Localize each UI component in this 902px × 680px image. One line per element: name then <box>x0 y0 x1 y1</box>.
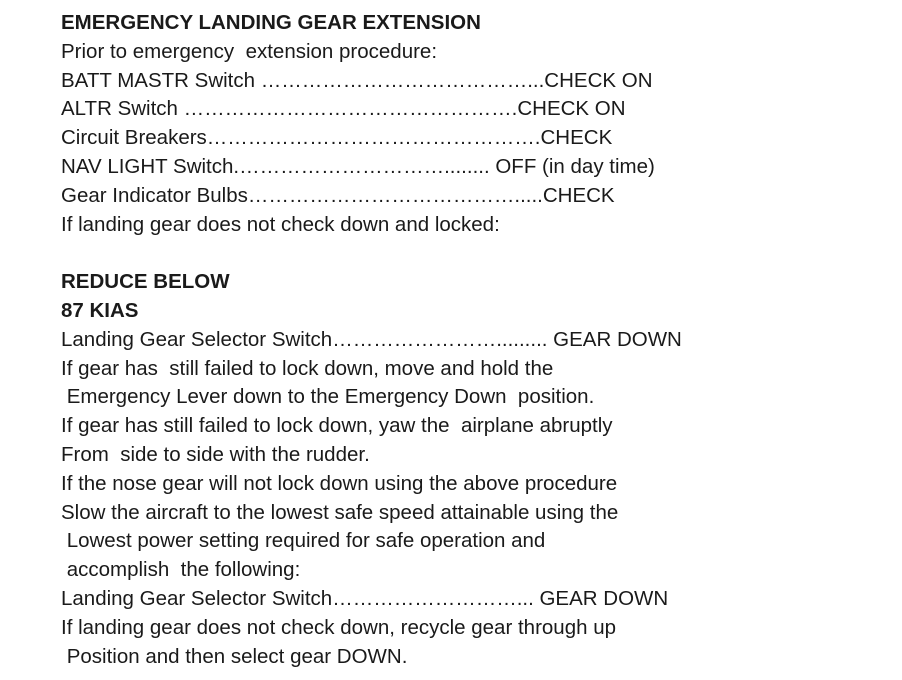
procedure-line: Lowest power setting required for safe operation and <box>61 529 546 553</box>
section1-condition: If landing gear does not check down and locked: <box>61 212 500 236</box>
checklist <box>61 67 891 211</box>
section2-heading-line2: 87 KIAS <box>61 298 139 322</box>
procedure-line: If gear has still failed to lock down, yaw the airplane abruptly <box>61 414 613 438</box>
procedure-line: Emergency Lever down to the Emergency Down position. <box>61 385 595 409</box>
section2-heading-line1: REDUCE BELOW <box>61 270 230 294</box>
procedure-line: Slow the aircraft to the lowest safe speed attainable using the <box>61 500 619 524</box>
procedure-document <box>61 9 891 671</box>
checklist-item-altr: ALTR Switch ………………………………………….CHECK ON <box>61 97 626 121</box>
procedure-line: accomplish the following: <box>61 558 301 582</box>
procedure-line: If the nose gear will not lock down using the above procedure <box>61 471 618 495</box>
document-title: EMERGENCY LANDING GEAR EXTENSION <box>61 11 481 34</box>
procedure-line: Landing Gear Selector Switch……………………......... GEAR DOWN <box>61 327 682 351</box>
checklist-item-gear-indicator: Gear Indicator Bulbs………………………………….....CHECK <box>61 183 615 207</box>
checklist-item-circuit-breakers: Circuit Breakers………………………………………….CHECK <box>61 126 613 150</box>
procedure-line: Landing Gear Selector Switch………………………... GEAR DOWN <box>61 586 669 610</box>
spacer <box>61 239 891 268</box>
procedure-steps <box>61 326 891 672</box>
procedure-line: If landing gear does not check down, recycle gear through up <box>61 615 616 639</box>
checklist-item-batt-mastr: BATT MASTR Switch …………………………………...CHECK ON <box>61 68 653 92</box>
checklist-item-nav-light: NAV LIGHT Switch.…………………………........ OFF (in day time) <box>61 154 655 178</box>
procedure-line: Position and then select gear DOWN. <box>61 644 408 668</box>
section1-intro: Prior to emergency extension procedure: <box>61 39 438 63</box>
procedure-line: If gear has still failed to lock down, move and hold the <box>61 356 554 380</box>
procedure-line: From side to side with the rudder. <box>61 442 370 466</box>
